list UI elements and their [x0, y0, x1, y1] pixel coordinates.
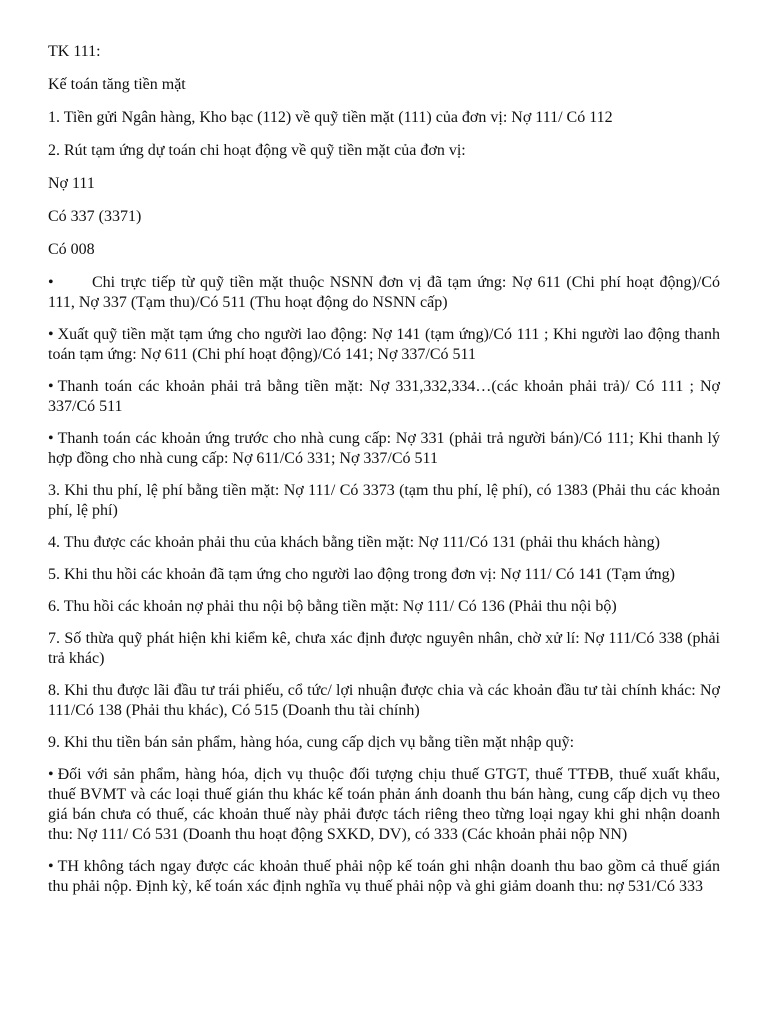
bullet-icon: •: [48, 378, 54, 395]
bullet-paragraph-supplier-prepayment: [48, 429, 720, 469]
bullet-icon: •: [48, 766, 54, 783]
item-7: 7. Số thừa quỹ phát hiện khi kiểm kê, chưa xác định được nguyên nhân, chờ xử lí: Nợ 111/Có 338 (phải trả khác): [48, 630, 720, 667]
item-9: 9. Khi thu tiền bán sản phẩm, hàng hóa, cung cấp dịch vụ bằng tiền mặt nhập quỹ:: [48, 734, 575, 751]
bullet-text: TH không tách ngay được các khoản thuế phải nộp kế toán ghi nhận doanh thu bao gồm cả thuế gián thu phải nộp. Định kỳ, kế toán xác định nghĩa vụ thuế phải nộp và ghi giảm doanh thu: nợ 531/Có 333: [48, 858, 720, 895]
bullet-text: Thanh toán các khoản ứng trước cho nhà cung cấp: Nợ 331 (phải trả người bán)/Có 111; Khi thanh lý hợp đồng cho nhà cung cấp: Nợ 611/Có 331; Nợ 337/Có 511: [48, 430, 720, 467]
item-4: 4. Thu được các khoản phải thu của khách bằng tiền mặt: Nợ 111/Có 131 (phải thu khách hàng): [48, 534, 660, 551]
item-6: 6. Thu hồi các khoản nợ phải thu nội bộ bằng tiền mặt: Nợ 111/ Có 136 (Phải thu nội bộ): [48, 598, 617, 615]
bullet-paragraph-vat-separated: [48, 765, 720, 845]
bullet-icon: •: [48, 430, 54, 447]
bullet-paragraph-advance: [48, 325, 720, 365]
bullet-text: Đối với sản phẩm, hàng hóa, dịch vụ thuộc đối tượng chịu thuế GTGT, thuế TTĐB, thuế xuất khẩu, thuế BVMT và các loại thuế gián thu khác kế toán phản ánh doanh thu bán hàng, cung cấp dịch vụ theo giá bán chưa có thuế, các khoản thuế này phải được tách riêng theo từng loại ngay khi ghi nhận doanh thu: Nợ 111/ Có 531 (Doanh thu hoạt động SXKD, DV), có 333 (Các khoản phải nộp NN): [48, 766, 720, 843]
bullet-icon: •: [48, 274, 54, 291]
bullet-icon: •: [48, 858, 54, 875]
entry-debit-111: Nợ 111: [48, 175, 95, 192]
section-subheading: Kế toán tăng tiền mặt: [48, 76, 186, 93]
item-2: 2. Rút tạm ứng dự toán chi hoạt động về quỹ tiền mặt của đơn vị:: [48, 142, 466, 159]
account-heading: TK 111:: [48, 43, 101, 60]
item-8: 8. Khi thu được lãi đầu tư trái phiếu, cổ tức/ lợi nhuận được chia và các khoản đầu tư tài chính khác: Nợ 111/Có 138 (Phải thu khác), Có 515 (Doanh thu tài chính): [48, 682, 720, 719]
entry-credit-008: Có 008: [48, 241, 95, 258]
bullet-text: Chi trực tiếp từ quỹ tiền mặt thuộc NSNN đơn vị đã tạm ứng: Nợ 611 (Chi phí hoạt động)/Có 111, Nợ 337 (Tạm thu)/Có 511 (Thu hoạt động do NSNN cấp): [48, 274, 720, 311]
bullet-paragraph-payables: [48, 377, 720, 417]
bullet-paragraph-tax-not-separated: [48, 857, 720, 897]
bullet-paragraph-direct-spending: [48, 273, 720, 313]
item-5: 5. Khi thu hồi các khoản đã tạm ứng cho người lao động trong đơn vị: Nợ 111/ Có 141 (Tạm ứng): [48, 566, 676, 583]
document-page: [48, 42, 720, 909]
bullet-text: Xuất quỹ tiền mặt tạm ứng cho người lao động: Nợ 141 (tạm ứng)/Có 111 ; Khi người lao động thanh toán tạm ứng: Nợ 611 (Chi phí hoạt động)/Có 141; Nợ 337/Có 511: [48, 326, 720, 363]
item-1: 1. Tiền gửi Ngân hàng, Kho bạc (112) về quỹ tiền mặt (111) của đơn vị: Nợ 111/ Có 112: [48, 109, 613, 126]
item-3: 3. Khi thu phí, lệ phí bằng tiền mặt: Nợ 111/ Có 3373 (tạm thu phí, lệ phí), có 1383 (Phải thu các khoản phí, lệ phí): [48, 482, 720, 519]
bullet-text: Thanh toán các khoản phải trả bằng tiền mặt: Nợ 331,332,334…(các khoản phải trả)/ Có 111 ; Nợ 337/Có 511: [48, 378, 720, 415]
bullet-icon: •: [48, 326, 54, 343]
entry-credit-337: Có 337 (3371): [48, 208, 142, 225]
